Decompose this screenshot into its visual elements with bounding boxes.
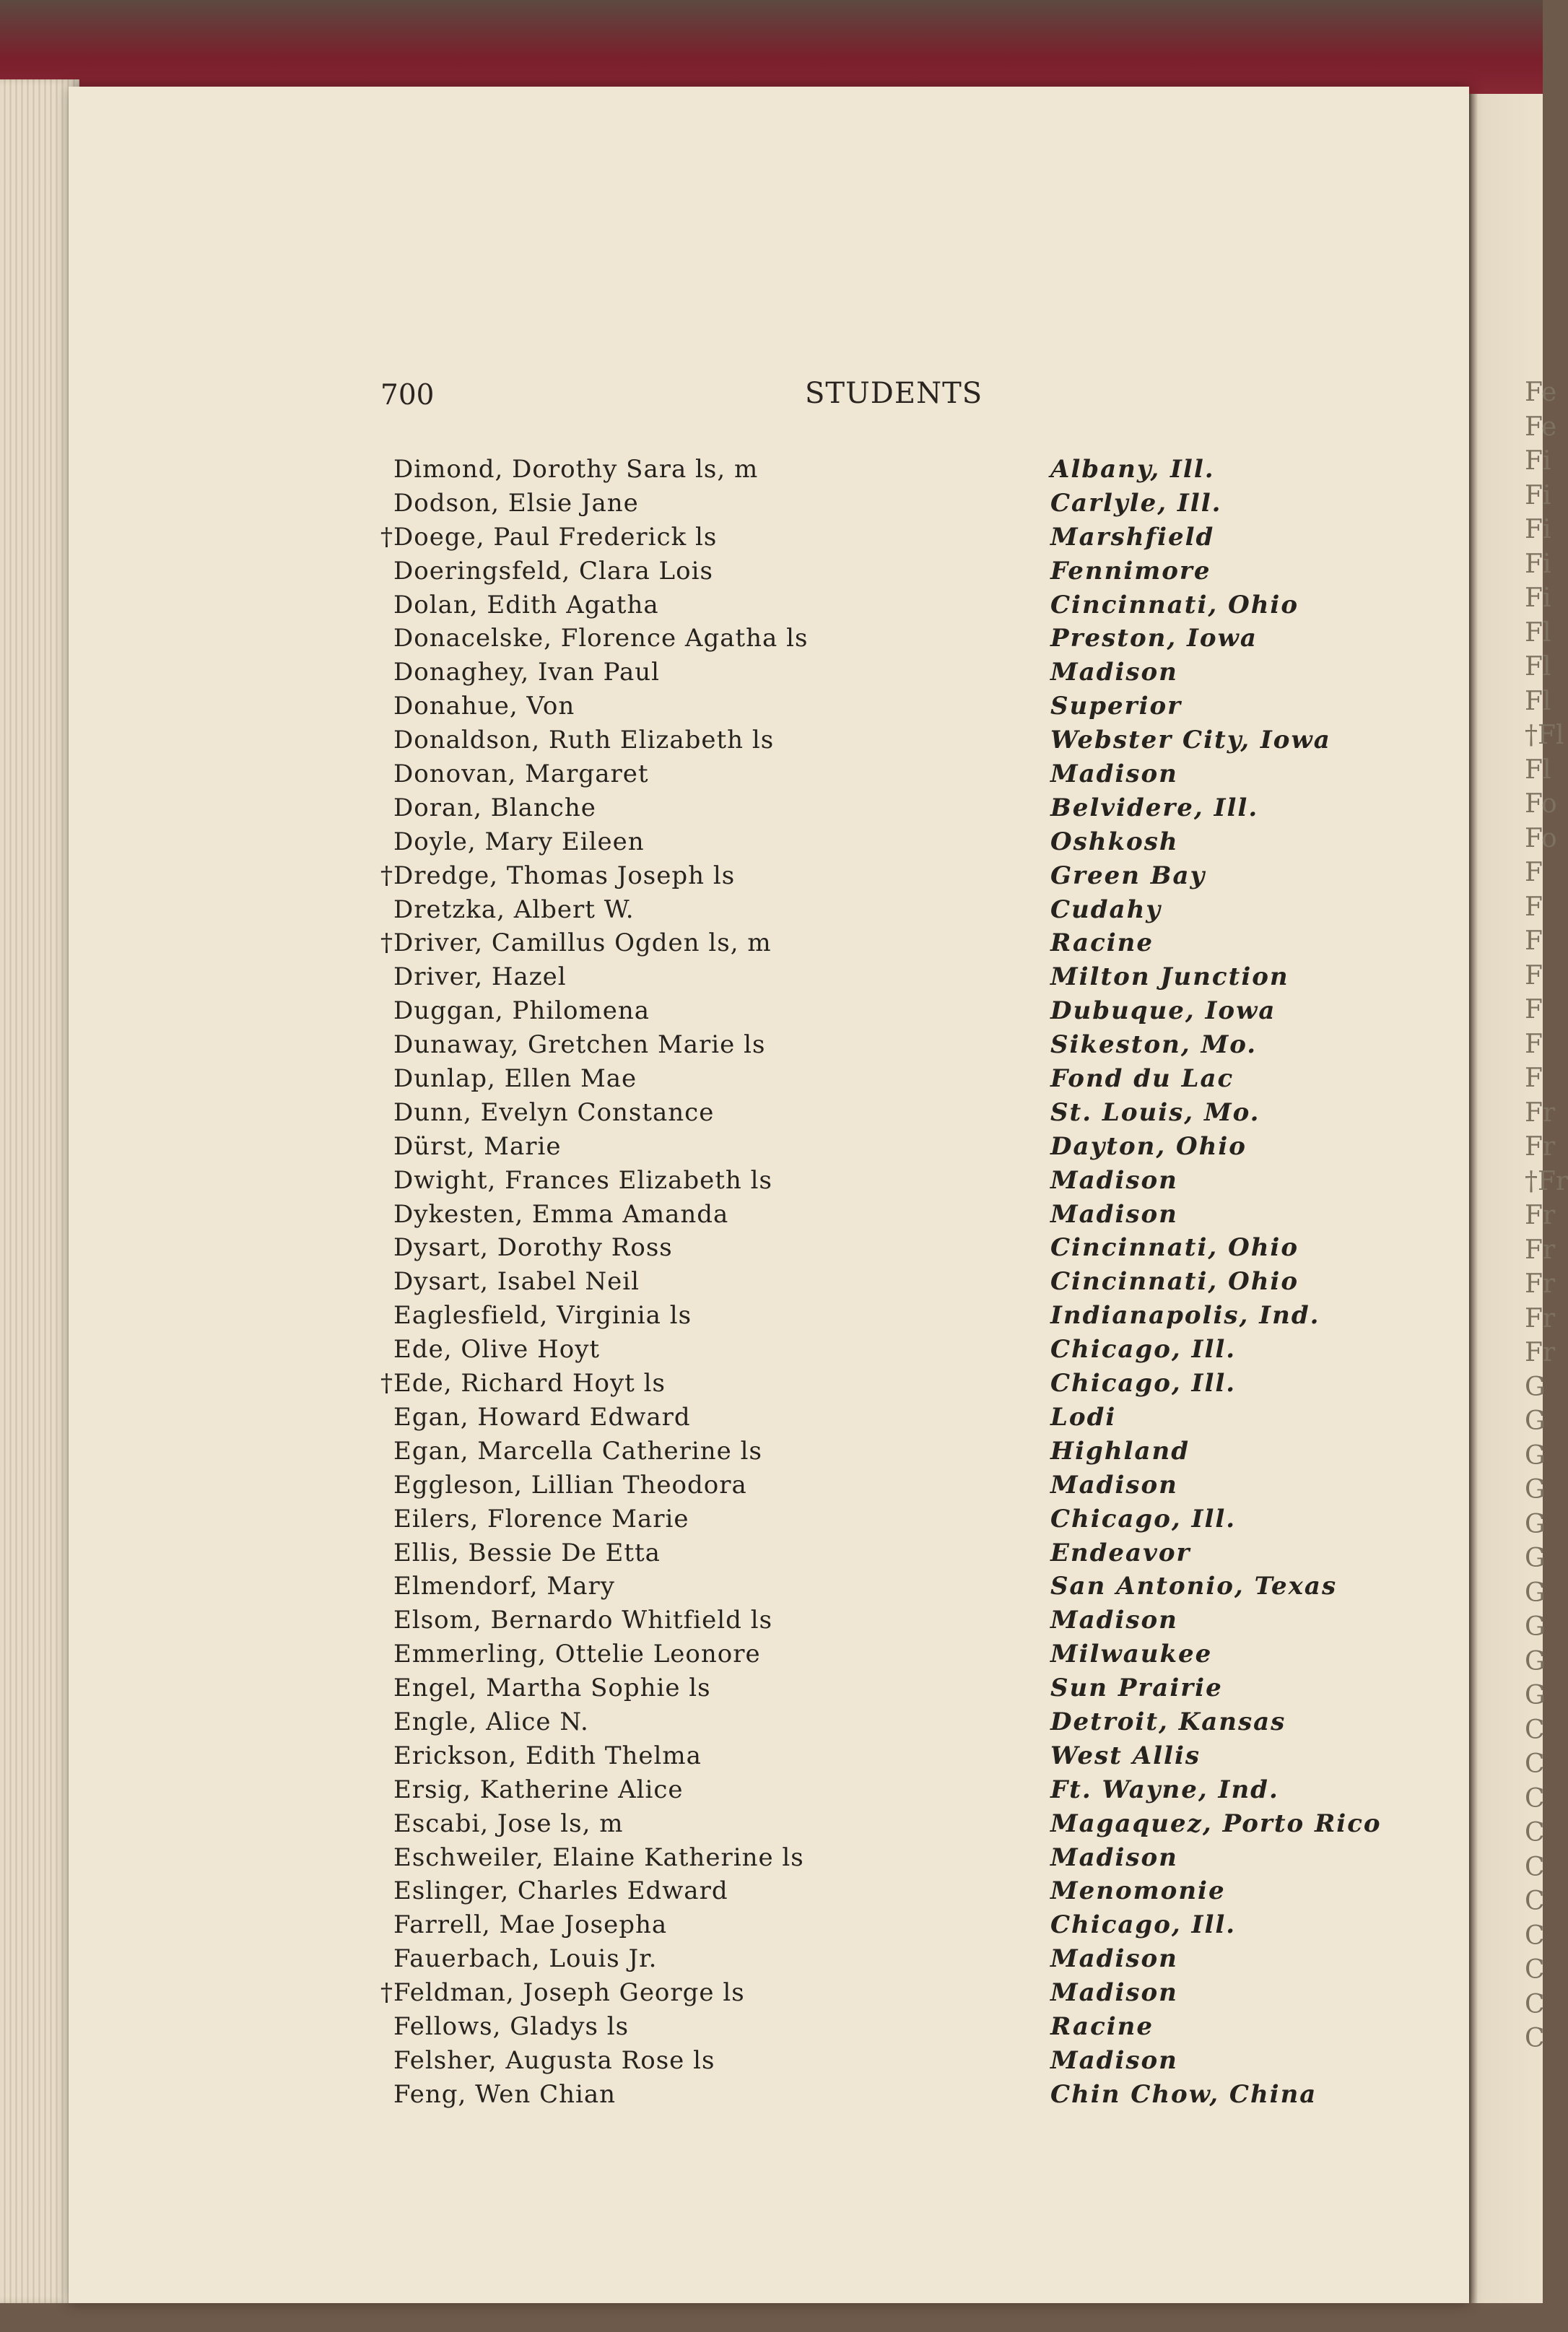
student-hometown: Madison (1050, 1470, 1178, 1500)
student-hometown: Madison (1050, 1199, 1178, 1229)
facing-page-letter: Fr (1525, 1132, 1556, 1162)
student-name-text: Escabi, Jose ls, m (393, 1809, 624, 1838)
student-name-text: Egan, Marcella Catherine ls (393, 1436, 762, 1466)
facing-page-letter: Fl (1525, 652, 1551, 682)
facing-page-letter: G (1525, 1372, 1546, 1402)
student-name-text: Dodson, Elsie Jane (393, 488, 639, 518)
student-name (393, 1166, 772, 1195)
student-name (393, 1403, 691, 1432)
student-row (69, 861, 1469, 895)
student-name-text: Fellows, Gladys ls (393, 2011, 630, 2041)
student-row (69, 1809, 1469, 1843)
student-row (69, 1505, 1469, 1539)
student-row (69, 1335, 1469, 1369)
student-row (69, 1132, 1469, 1166)
student-name (393, 1876, 728, 1905)
student-hometown: Belvidere, Ill. (1050, 793, 1259, 822)
student-name (393, 455, 758, 484)
student-hometown: Chicago, Ill. (1050, 1910, 1237, 1940)
student-name (393, 1572, 615, 1601)
facing-page-letter: G (1525, 1509, 1546, 1539)
student-hometown: Madison (1050, 1842, 1178, 1872)
student-name-text: Eilers, Florence Marie (393, 1504, 689, 1533)
student-hometown: San Antonio, Texas (1050, 1572, 1338, 1601)
student-name (393, 489, 639, 518)
student-name (393, 2080, 616, 2109)
facing-page-letter: Fi (1525, 549, 1551, 579)
student-name (393, 996, 650, 1025)
page-title: STUDENTS (805, 377, 983, 410)
student-row (69, 1098, 1469, 1132)
student-row (69, 1200, 1469, 1234)
facing-page-letter: G (1525, 1544, 1546, 1573)
student-row (69, 455, 1469, 489)
student-row (69, 1640, 1469, 1674)
facing-page-letter: G (1525, 1681, 1546, 1710)
student-name (380, 1369, 666, 1398)
student-hometown: Chin Chow, China (1050, 2079, 1317, 2109)
facing-page-letter: F (1525, 1063, 1543, 1093)
facing-page-letter: G (1525, 1406, 1546, 1436)
facing-page-letter: C (1525, 1989, 1545, 2019)
facing-page-letter: Fr (1525, 1303, 1556, 1333)
facing-page-letter: G (1525, 1440, 1546, 1471)
student-name-text: Doyle, Mary Eileen (393, 827, 645, 856)
student-hometown: Madison (1050, 1944, 1178, 1974)
facing-page-letter: Fi (1525, 583, 1551, 613)
facing-page-letter: F (1525, 858, 1543, 887)
facing-page-letter: C (1525, 1852, 1545, 1882)
student-row (69, 1166, 1469, 1200)
dagger-mark: † (380, 928, 393, 958)
student-name (380, 522, 718, 552)
student-hometown: Chicago, Ill. (1050, 1504, 1237, 1533)
student-name-text: Eslinger, Charles Edward (393, 1876, 728, 1906)
student-row (69, 2012, 1469, 2046)
student-name (393, 1267, 640, 1296)
student-row (69, 1064, 1469, 1098)
facing-page-letter: Fl (1525, 686, 1551, 716)
dagger-mark: † (380, 861, 393, 890)
facing-page-letter: G (1525, 1475, 1546, 1505)
student-row (69, 895, 1469, 929)
facing-page-letters (1525, 375, 1568, 2056)
student-row (69, 1741, 1469, 1775)
student-hometown: Madison (1050, 1606, 1178, 1635)
student-name-text: Doran, Blanche (393, 793, 596, 822)
student-hometown: Madison (1050, 760, 1178, 789)
student-row (69, 1437, 1469, 1471)
student-row (69, 557, 1469, 591)
student-name-text: Engel, Martha Sophie ls (393, 1674, 711, 1703)
student-name (393, 1674, 711, 1702)
facing-page-letter: †Fr (1525, 1166, 1568, 1196)
facing-page-letter: Fi (1525, 480, 1551, 510)
student-name (380, 861, 736, 890)
student-name-text: Dwight, Frances Elizabeth ls (393, 1165, 772, 1195)
student-name (393, 1775, 684, 1804)
dagger-mark: † (380, 1978, 393, 2008)
student-row (69, 523, 1469, 557)
student-name (393, 1707, 589, 1736)
student-name-text: Dysart, Dorothy Ross (393, 1233, 673, 1263)
student-list (69, 455, 1469, 2114)
student-hometown: Oshkosh (1050, 827, 1179, 856)
student-row (69, 928, 1469, 962)
facing-page-letter: Fi (1525, 446, 1551, 476)
facing-page-letter: G (1525, 1646, 1546, 1676)
facing-page-letter: G (1525, 1612, 1546, 1642)
student-hometown: Ft. Wayne, Ind. (1050, 1775, 1279, 1804)
student-hometown: Albany, Ill. (1050, 455, 1215, 484)
student-name-text: Driver, Hazel (393, 962, 567, 992)
facing-page-letter: C (1525, 2024, 1545, 2053)
student-name (393, 2012, 629, 2041)
student-name (393, 1064, 637, 1093)
student-row (69, 489, 1469, 523)
student-hometown: Endeavor (1050, 1538, 1191, 1567)
student-row (69, 1674, 1469, 1707)
student-name-text: Eaglesfield, Virginia ls (393, 1301, 692, 1331)
student-name-text: Eschweiler, Elaine Katherine ls (393, 1842, 804, 1872)
student-name (380, 928, 772, 958)
student-name-text: Felsher, Augusta Rose ls (393, 2045, 715, 2075)
facing-page-letter: C (1525, 1783, 1545, 1814)
student-name (393, 557, 713, 586)
student-name-text: Elsom, Bernardo Whitfield ls (393, 1606, 773, 1635)
student-hometown: West Allis (1050, 1741, 1201, 1770)
student-row (69, 827, 1469, 861)
student-name-text: Dolan, Edith Agatha (393, 590, 659, 619)
student-name (393, 692, 575, 721)
student-row (69, 1301, 1469, 1335)
student-row (69, 1233, 1469, 1267)
student-name (393, 1471, 747, 1500)
student-hometown: Magaquez, Porto Rico (1050, 1809, 1382, 1838)
facing-page-letter: Fl (1525, 617, 1551, 648)
student-row (69, 692, 1469, 726)
student-name-text: Doege, Paul Frederick ls (393, 522, 718, 552)
facing-page-letter: Fr (1525, 1338, 1556, 1367)
facing-page-letter: C (1525, 1818, 1545, 1848)
student-name (393, 1132, 561, 1161)
facing-page-letter: Fi (1525, 515, 1551, 544)
student-hometown: Chicago, Ill. (1050, 1335, 1237, 1365)
facing-page-letter: F (1525, 892, 1543, 922)
student-row (69, 1267, 1469, 1301)
facing-page-letter: F (1525, 995, 1543, 1024)
student-name-text: Dunlap, Ellen Mae (393, 1064, 637, 1094)
student-name (393, 1200, 728, 1229)
student-name-text: Fauerbach, Louis Jr. (393, 1944, 658, 1974)
student-row (69, 1606, 1469, 1640)
student-row (69, 1707, 1469, 1741)
facing-page-letter: Fr (1525, 1235, 1556, 1265)
student-row (69, 793, 1469, 827)
student-name-text: Donaghey, Ivan Paul (393, 658, 660, 687)
student-name (393, 1944, 657, 1973)
student-name (393, 1809, 624, 1838)
page-edges (0, 79, 79, 2303)
student-row (69, 1030, 1469, 1064)
student-row (69, 1843, 1469, 1877)
student-hometown: Milwaukee (1050, 1640, 1213, 1669)
student-name (393, 1301, 692, 1330)
student-name-text: Donahue, Von (393, 692, 575, 721)
student-row (69, 658, 1469, 692)
student-hometown: Milton Junction (1050, 962, 1289, 992)
dagger-mark: † (380, 1369, 393, 1398)
student-name (393, 1098, 714, 1127)
student-row (69, 1876, 1469, 1910)
student-name (393, 658, 660, 687)
facing-page-letter: C (1525, 1920, 1545, 1951)
student-row (69, 760, 1469, 793)
page-number: 700 (380, 379, 435, 412)
student-hometown: Menomonie (1050, 1876, 1226, 1906)
student-name-text: Feng, Wen Chian (393, 2079, 617, 2109)
facing-page-letter: Fl (1525, 754, 1551, 785)
student-row (69, 2080, 1469, 2114)
student-name-text: Doeringsfeld, Clara Lois (393, 556, 713, 586)
student-name-text: Donaldson, Ruth Elizabeth ls (393, 726, 775, 755)
student-name (393, 2046, 715, 2075)
student-hometown: Cincinnati, Ohio (1050, 1233, 1299, 1263)
student-name-text: Ede, Richard Hoyt ls (393, 1369, 666, 1398)
facing-page-letter: Fe (1525, 412, 1557, 442)
student-name (393, 827, 645, 856)
student-name-text: Dürst, Marie (393, 1131, 562, 1161)
student-hometown: Dubuque, Iowa (1050, 996, 1276, 1026)
facing-page-letter: Fo (1525, 823, 1557, 853)
student-name (380, 1978, 745, 2008)
student-name-text: Ersig, Katherine Alice (393, 1775, 684, 1804)
facing-page-letter: Fr (1525, 1201, 1556, 1230)
facing-page-letter: Fo (1525, 789, 1557, 819)
facing-page-letter: C (1525, 1749, 1545, 1779)
student-hometown: Racine (1050, 928, 1154, 958)
student-hometown: Dayton, Ohio (1050, 1131, 1247, 1161)
student-name-text: Eggleson, Lillian Theodora (393, 1470, 747, 1500)
student-hometown: Lodi (1050, 1402, 1117, 1432)
facing-page-letter: Fe (1525, 378, 1557, 407)
student-name (393, 895, 635, 924)
student-row (69, 1978, 1469, 2012)
student-name (393, 591, 659, 619)
dagger-mark: † (380, 522, 393, 552)
student-name (393, 1233, 673, 1262)
student-hometown: Chicago, Ill. (1050, 1369, 1237, 1398)
student-row (69, 1572, 1469, 1606)
student-name-text: Erickson, Edith Thelma (393, 1741, 702, 1770)
student-row (69, 726, 1469, 760)
student-row (69, 591, 1469, 625)
student-name-text: Dredge, Thomas Joseph ls (393, 861, 736, 890)
student-hometown: Madison (1050, 1978, 1178, 2008)
facing-page-letter: C (1525, 1715, 1545, 1745)
student-name (393, 624, 808, 653)
facing-page-letter: F (1525, 926, 1543, 956)
student-hometown: Highland (1050, 1436, 1190, 1466)
student-hometown: Madison (1050, 1165, 1178, 1195)
student-row (69, 962, 1469, 996)
student-name-text: Dysart, Isabel Neil (393, 1267, 640, 1297)
student-hometown: Preston, Iowa (1050, 624, 1258, 653)
student-name-text: Farrell, Mae Josepha (393, 1910, 668, 1940)
student-name (393, 1640, 761, 1668)
facing-page-letter: G (1525, 1578, 1546, 1608)
student-hometown: Madison (1050, 658, 1178, 687)
student-name (393, 1741, 702, 1770)
student-row (69, 996, 1469, 1030)
student-name-text: Egan, Howard Edward (393, 1402, 691, 1432)
student-hometown: Sun Prairie (1050, 1674, 1223, 1703)
student-name-text: Dykesten, Emma Amanda (393, 1199, 729, 1229)
student-name-text: Driver, Camillus Ogden ls, m (393, 928, 772, 958)
student-name (393, 726, 774, 754)
student-name-text: Duggan, Philomena (393, 996, 650, 1026)
student-hometown: Superior (1050, 692, 1182, 721)
book-page (69, 87, 1469, 2303)
student-hometown: Webster City, Iowa (1050, 726, 1331, 755)
student-name (393, 1335, 600, 1364)
student-row (69, 1910, 1469, 1944)
student-name (393, 1437, 762, 1466)
student-name (393, 793, 596, 822)
student-name-text: Dretzka, Albert W. (393, 895, 635, 924)
student-name-text: Dimond, Dorothy Sara ls, m (393, 455, 759, 484)
student-hometown: Indianapolis, Ind. (1050, 1301, 1320, 1331)
student-name (393, 1539, 661, 1567)
student-hometown: Racine (1050, 2011, 1154, 2041)
student-name (393, 962, 567, 991)
student-row (69, 1471, 1469, 1505)
facing-page-letter: Fr (1525, 1269, 1556, 1299)
student-name-text: Donovan, Margaret (393, 760, 649, 789)
student-name (393, 1606, 772, 1635)
student-name (393, 1910, 667, 1939)
facing-page-letter: Fr (1525, 1097, 1556, 1128)
student-hometown: St. Louis, Mo. (1050, 1097, 1260, 1127)
student-name (393, 760, 649, 788)
student-row (69, 624, 1469, 658)
student-hometown: Cincinnati, Ohio (1050, 590, 1299, 619)
student-hometown: Cudahy (1050, 895, 1162, 924)
student-row (69, 1539, 1469, 1572)
facing-page-letter: F (1525, 1029, 1543, 1059)
student-hometown: Fennimore (1050, 556, 1211, 586)
student-row (69, 2046, 1469, 2080)
student-hometown: Carlyle, Ill. (1050, 488, 1222, 518)
student-hometown: Madison (1050, 2045, 1178, 2075)
student-row (69, 1944, 1469, 1978)
student-hometown: Cincinnati, Ohio (1050, 1267, 1299, 1297)
student-name-text: Ede, Olive Hoyt (393, 1335, 601, 1365)
facing-page-letter: †Fl (1525, 721, 1564, 750)
student-hometown: Marshfield (1050, 522, 1215, 552)
facing-page-letter: C (1525, 1955, 1545, 1985)
facing-page-letter: F (1525, 960, 1543, 991)
student-name-text: Feldman, Joseph George ls (393, 1978, 745, 2008)
student-name (393, 1505, 689, 1533)
student-row (69, 1403, 1469, 1437)
student-name-text: Engle, Alice N. (393, 1707, 589, 1736)
student-name (393, 1030, 765, 1059)
student-name-text: Emmerling, Ottelie Leonore (393, 1640, 761, 1669)
student-hometown: Fond du Lac (1050, 1064, 1234, 1094)
facing-page-letter: C (1525, 1887, 1545, 1916)
student-hometown: Detroit, Kansas (1050, 1707, 1286, 1736)
student-name-text: Elmendorf, Mary (393, 1572, 615, 1601)
student-name-text: Dunn, Evelyn Constance (393, 1097, 715, 1127)
student-hometown: Green Bay (1050, 861, 1206, 890)
student-name (393, 1843, 804, 1872)
student-row (69, 1369, 1469, 1403)
student-row (69, 1775, 1469, 1809)
student-name-text: Donacelske, Florence Agatha ls (393, 624, 809, 653)
student-name-text: Dunaway, Gretchen Marie ls (393, 1030, 766, 1060)
student-name-text: Ellis, Bessie De Etta (393, 1538, 661, 1567)
student-hometown: Sikeston, Mo. (1050, 1030, 1258, 1060)
